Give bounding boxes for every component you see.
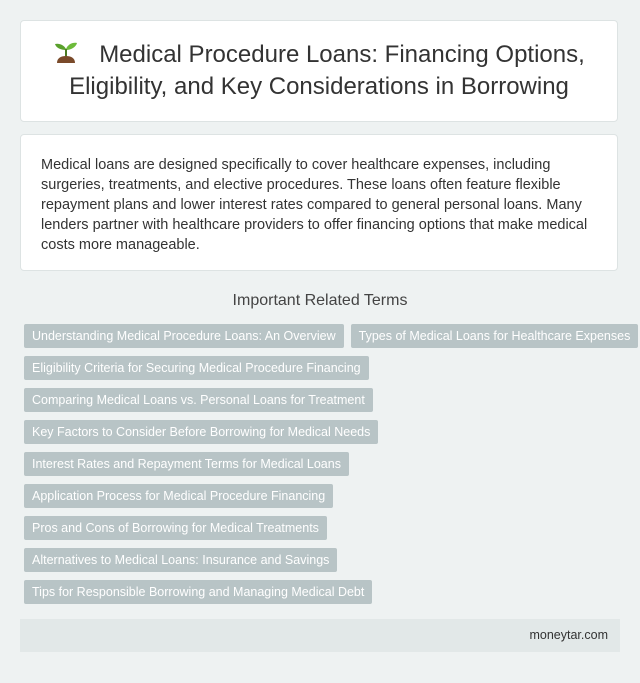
seedling-icon	[53, 41, 79, 65]
related-terms-heading: Important Related Terms	[232, 292, 408, 309]
intro-text: Medical loans are designed specifically to cover healthcare expenses, including surgeries, treatments, and elective procedures. These loans often feature flexible repayment plans and lower interest rates compared to general personal loans. Many lenders partner with healthcare providers to offer financing options that make medical costs more manageable.	[41, 157, 588, 253]
title-card	[20, 20, 618, 122]
footer-site-link[interactable]: moneytar.com	[529, 628, 608, 642]
related-term-tag[interactable]: Application Process for Medical Procedure Financing	[24, 484, 333, 508]
tag-row	[24, 484, 620, 508]
tag-row	[24, 548, 620, 572]
related-term-tag[interactable]: Tips for Responsible Borrowing and Managing Medical Debt	[24, 580, 372, 604]
related-term-tag[interactable]: Understanding Medical Procedure Loans: An Overview	[24, 324, 344, 348]
tag-row	[24, 516, 620, 540]
page-title	[41, 39, 597, 103]
related-term-tag[interactable]: Alternatives to Medical Loans: Insurance and Savings	[24, 548, 337, 572]
page-title-text: Medical Procedure Loans: Financing Options, Eligibility, and Key Considerations in Borrowing	[69, 41, 585, 100]
related-term-tag[interactable]: Comparing Medical Loans vs. Personal Loans for Treatment	[24, 388, 373, 412]
footer	[20, 619, 620, 652]
tag-row	[24, 324, 631, 348]
related-term-tag[interactable]: Types of Medical Loans for Healthcare Expenses	[351, 324, 639, 348]
related-term-tag[interactable]: Key Factors to Consider Before Borrowing for Medical Needs	[24, 420, 378, 444]
related-term-tag[interactable]: Pros and Cons of Borrowing for Medical Treatments	[24, 516, 327, 540]
related-term-tag[interactable]: Interest Rates and Repayment Terms for Medical Loans	[24, 452, 349, 476]
related-terms-list	[24, 324, 631, 612]
tag-row	[24, 356, 620, 380]
tag-row	[24, 420, 620, 444]
intro-card	[20, 134, 618, 271]
tag-row	[24, 452, 620, 476]
tag-row	[24, 580, 620, 604]
tag-row	[24, 388, 620, 412]
related-term-tag[interactable]: Eligibility Criteria for Securing Medical Procedure Financing	[24, 356, 369, 380]
